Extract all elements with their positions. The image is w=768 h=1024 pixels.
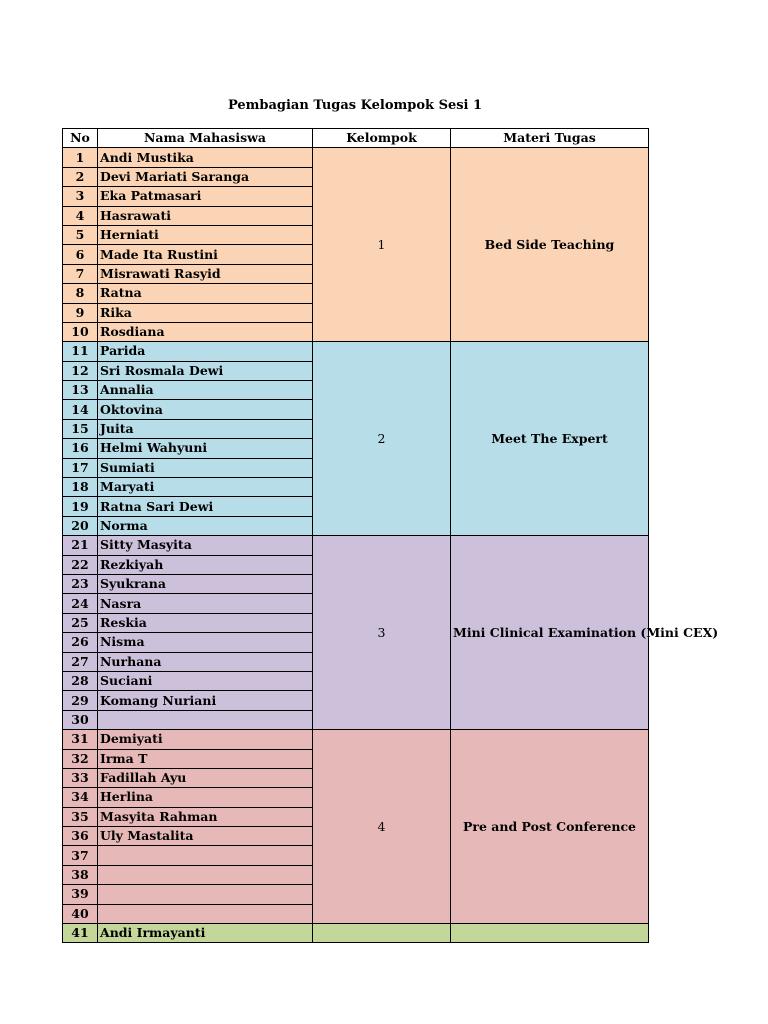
row-number: 20 — [63, 516, 98, 535]
table-row — [63, 730, 649, 749]
header-nama-mahasiswa: Nama Mahasiswa — [98, 129, 313, 148]
row-number: 7 — [63, 264, 98, 283]
row-number: 27 — [63, 652, 98, 671]
student-name: Masyita Rahman — [98, 807, 313, 826]
row-number: 17 — [63, 458, 98, 477]
row-number: 25 — [63, 613, 98, 632]
student-name: Nisma — [98, 633, 313, 652]
student-name: Andi Mustika — [98, 148, 313, 167]
student-name: Komang Nuriani — [98, 691, 313, 710]
header-materi-tugas: Materi Tugas — [451, 129, 649, 148]
row-number: 6 — [63, 245, 98, 264]
row-number: 41 — [63, 924, 98, 943]
student-name: Nasra — [98, 594, 313, 613]
row-number: 28 — [63, 671, 98, 690]
row-number: 23 — [63, 574, 98, 593]
group-material: Meet The Expert — [451, 342, 649, 536]
student-name: Sri Rosmala Dewi — [98, 361, 313, 380]
row-number: 30 — [63, 710, 98, 729]
row-number: 16 — [63, 439, 98, 458]
row-number: 29 — [63, 691, 98, 710]
student-name: Uly Mastalita — [98, 827, 313, 846]
student-name: Ratna Sari Dewi — [98, 497, 313, 516]
row-number: 9 — [63, 303, 98, 322]
group-material: Mini Clinical Examination (Mini CEX) — [451, 536, 649, 730]
student-name: Herlina — [98, 788, 313, 807]
student-name: Annalia — [98, 381, 313, 400]
student-name: Sitty Masyita — [98, 536, 313, 555]
group-material — [451, 924, 649, 943]
row-number: 5 — [63, 225, 98, 244]
row-number: 35 — [63, 807, 98, 826]
row-number: 40 — [63, 904, 98, 923]
group-material: Bed Side Teaching — [451, 148, 649, 342]
row-number: 38 — [63, 865, 98, 884]
student-name: Eka Patmasari — [98, 187, 313, 206]
group-material: Pre and Post Conference — [451, 730, 649, 924]
row-number: 24 — [63, 594, 98, 613]
row-number: 15 — [63, 419, 98, 438]
row-number: 11 — [63, 342, 98, 361]
student-name: Misrawati Rasyid — [98, 264, 313, 283]
student-name: Andi Irmayanti — [98, 924, 313, 943]
row-number: 3 — [63, 187, 98, 206]
student-name: Rosdiana — [98, 322, 313, 341]
row-number: 18 — [63, 478, 98, 497]
student-name: Devi Mariati Saranga — [98, 167, 313, 186]
row-number: 1 — [63, 148, 98, 167]
student-name: Nurhana — [98, 652, 313, 671]
table-row — [63, 536, 649, 555]
student-name — [98, 904, 313, 923]
row-number: 26 — [63, 633, 98, 652]
group-number: 3 — [313, 536, 451, 730]
student-name: Syukrana — [98, 574, 313, 593]
table-row — [63, 342, 649, 361]
row-number: 14 — [63, 400, 98, 419]
student-name — [98, 865, 313, 884]
row-number: 10 — [63, 322, 98, 341]
row-number: 2 — [63, 167, 98, 186]
student-name: Reskia — [98, 613, 313, 632]
student-name — [98, 710, 313, 729]
row-number: 33 — [63, 768, 98, 787]
student-name: Hasrawati — [98, 206, 313, 225]
student-name: Helmi Wahyuni — [98, 439, 313, 458]
row-number: 13 — [63, 381, 98, 400]
group-number: 4 — [313, 730, 451, 924]
row-number: 39 — [63, 885, 98, 904]
student-name: Parida — [98, 342, 313, 361]
row-number: 31 — [63, 730, 98, 749]
student-name: Ratna — [98, 284, 313, 303]
row-number: 32 — [63, 749, 98, 768]
group-number — [313, 924, 451, 943]
student-name: Norma — [98, 516, 313, 535]
row-number: 21 — [63, 536, 98, 555]
group-number: 2 — [313, 342, 451, 536]
table-body — [63, 148, 719, 943]
row-number: 22 — [63, 555, 98, 574]
student-name: Rika — [98, 303, 313, 322]
student-name: Fadillah Ayu — [98, 768, 313, 787]
row-number: 37 — [63, 846, 98, 865]
student-name: Irma T — [98, 749, 313, 768]
assignment-table — [62, 128, 719, 943]
row-number: 12 — [63, 361, 98, 380]
student-name: Suciani — [98, 671, 313, 690]
student-name: Herniati — [98, 225, 313, 244]
group-number: 1 — [313, 148, 451, 342]
row-number: 8 — [63, 284, 98, 303]
student-name — [98, 846, 313, 865]
table-row — [63, 148, 649, 167]
student-name: Demiyati — [98, 730, 313, 749]
header-row — [63, 129, 649, 148]
row-number: 4 — [63, 206, 98, 225]
student-name: Rezkiyah — [98, 555, 313, 574]
student-name: Sumiati — [98, 458, 313, 477]
student-name: Oktovina — [98, 400, 313, 419]
student-name: Juita — [98, 419, 313, 438]
student-name: Maryati — [98, 478, 313, 497]
row-number: 19 — [63, 497, 98, 516]
page-title: Pembagian Tugas Kelompok Sesi 1 — [227, 98, 483, 113]
header-no: No — [63, 129, 98, 148]
header-kelompok: Kelompok — [313, 129, 451, 148]
row-number: 34 — [63, 788, 98, 807]
student-name — [98, 885, 313, 904]
student-name: Made Ita Rustini — [98, 245, 313, 264]
row-number: 36 — [63, 827, 98, 846]
table-row — [63, 924, 649, 943]
